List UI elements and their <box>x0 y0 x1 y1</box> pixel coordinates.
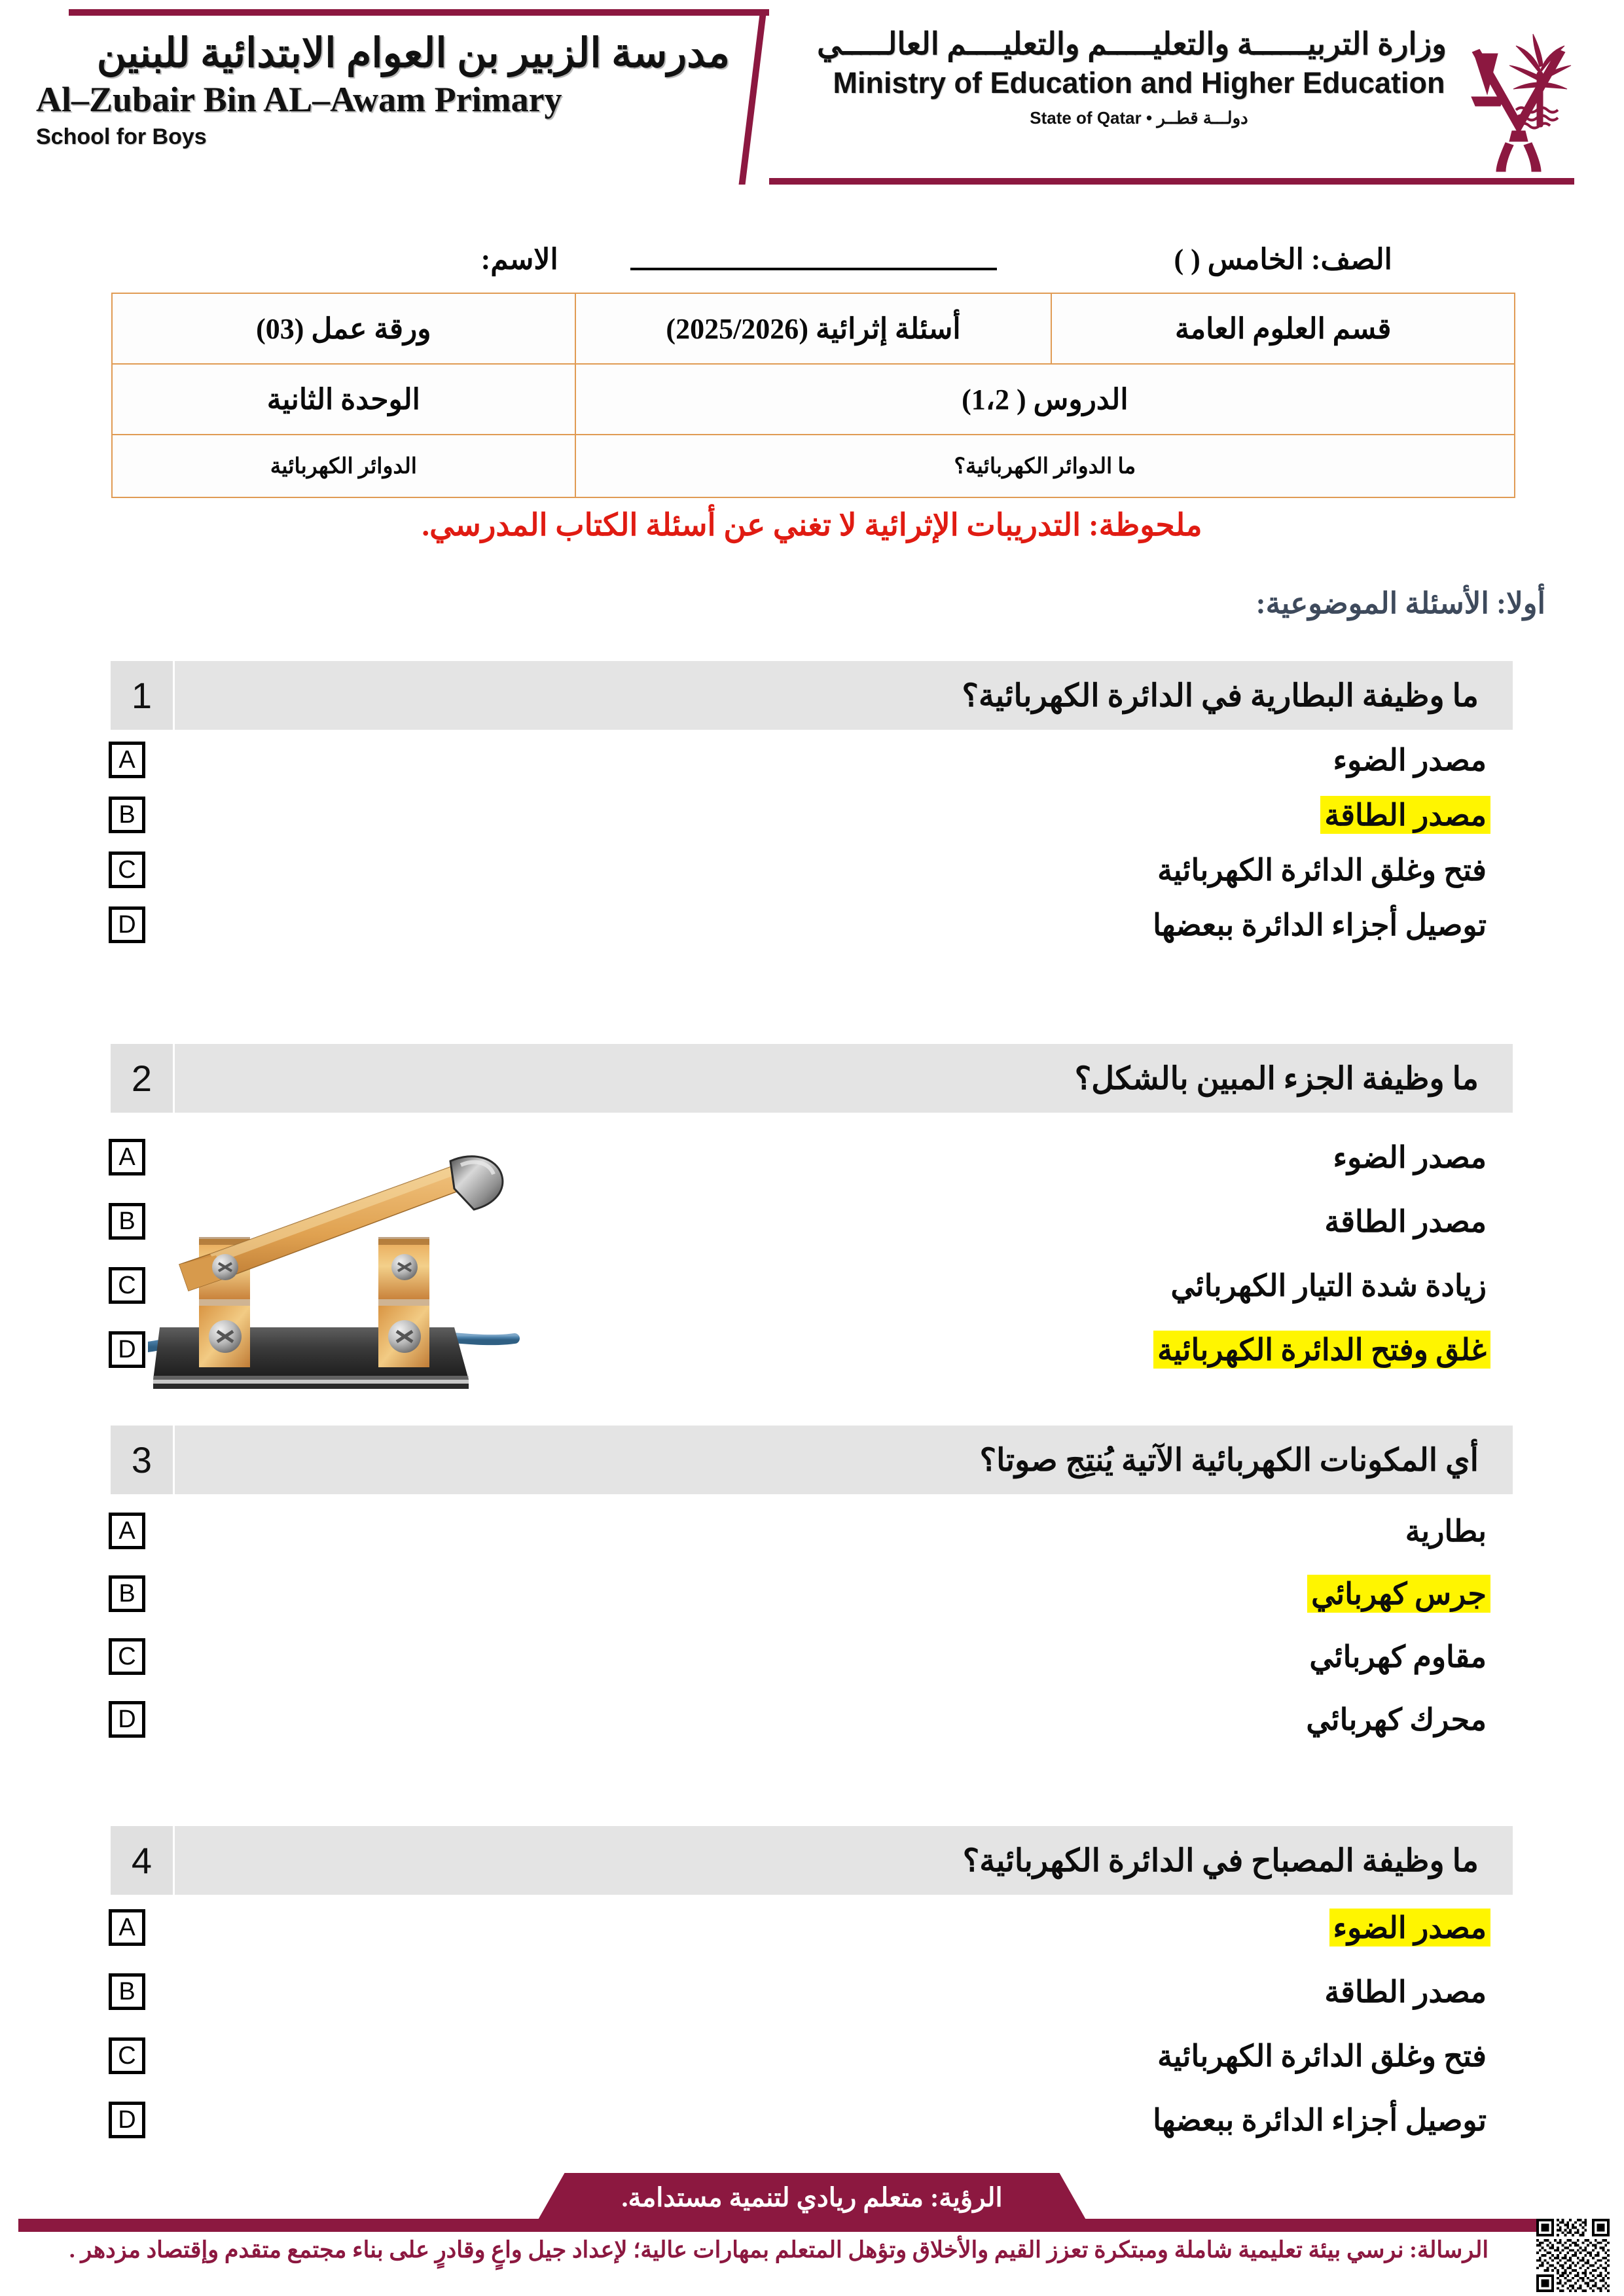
option-row[interactable] <box>109 1506 1513 1556</box>
mission-text: الرسالة: نرسي بيئة تعليمية شاملة ومبتكرة تعزز القيم والأخلاق وتؤهل المتعلم بمهارات عالية؛ لإعداد جيل واعٍ وقادرٍ على بناء مجتمع متقدم وإقتصاد مزدهر . <box>69 2237 1489 2263</box>
school-name-english-second-line: School for Boys <box>36 124 207 149</box>
question-number-3: 3 <box>109 1426 175 1494</box>
question-block-1 <box>109 661 1513 950</box>
question-block-3 <box>109 1426 1513 1744</box>
question-header-1 <box>109 661 1513 730</box>
option-letter-box[interactable]: B <box>109 1575 145 1612</box>
question-options-2 <box>109 1132 1513 1374</box>
question-text-4: ما وظيفة المصباح في الدائرة الكهربائية؟ <box>962 1843 1479 1878</box>
state-name-english: State of Qatar <box>1030 108 1142 128</box>
option-letter-box[interactable]: D <box>109 1701 145 1738</box>
question-number-2: 2 <box>109 1044 175 1113</box>
option-letter-box[interactable]: A <box>109 1513 145 1549</box>
option-row[interactable] <box>109 2095 1513 2145</box>
school-identity <box>36 31 730 150</box>
section-label-objective-questions: أولا: الأسئلة الموضوعية: <box>1255 587 1545 620</box>
header-top-rule <box>69 9 769 16</box>
ministry-state-line <box>831 108 1447 128</box>
option-row[interactable] <box>109 1569 1513 1619</box>
name-label-cell: الاسم: <box>112 226 575 293</box>
option-text: مقاوم كهربائي <box>1309 1640 1487 1674</box>
option-letter-box[interactable]: B <box>109 1203 145 1240</box>
page-header <box>0 0 1624 196</box>
option-text: مصدر الطاقة <box>158 796 1513 834</box>
option-row[interactable] <box>109 1967 1513 2017</box>
option-text: مصدر الطاقة <box>1324 1205 1487 1238</box>
name-write-line[interactable] <box>630 268 997 270</box>
option-row[interactable] <box>109 900 1513 950</box>
header-bottom-rule <box>769 178 1574 185</box>
option-row[interactable] <box>109 1632 1513 1681</box>
option-text: بطارية <box>1405 1515 1487 1548</box>
option-letter-box[interactable]: A <box>109 1139 145 1175</box>
question-text-1: ما وظيفة البطارية في الدائرة الكهربائية؟ <box>962 678 1479 713</box>
option-letter-box[interactable]: A <box>109 742 145 778</box>
option-letter-box[interactable]: C <box>109 2037 145 2074</box>
option-row[interactable] <box>109 1903 1513 1952</box>
ministry-name-arabic: وزارة التربيــــــة والتعليـــــم والتعليــــم العالـــــي <box>817 27 1447 62</box>
option-letter-box[interactable]: B <box>109 1973 145 2010</box>
state-separator: • <box>1146 108 1153 128</box>
option-row[interactable] <box>109 735 1513 785</box>
option-text: توصيل أجزاء الدائرة ببعضها <box>1153 908 1487 942</box>
topic-question-cell: ما الدوائر الكهربائية؟ <box>575 435 1515 497</box>
page-footer <box>0 2172 1624 2296</box>
option-text: فتح وغلق الدائرة الكهربائية <box>1157 853 1487 887</box>
option-row[interactable] <box>109 1695 1513 1744</box>
option-letter-box[interactable]: A <box>109 1909 145 1946</box>
worksheet-type-cell: أسئلة إثرائية (2025/2026) <box>575 293 1052 364</box>
footer-rule <box>18 2219 1540 2232</box>
option-text: فتح وغلق الدائرة الكهربائية <box>1157 2039 1487 2073</box>
vision-banner <box>537 2173 1087 2221</box>
question-block-2 <box>109 1044 1513 1374</box>
lever-handle-cap <box>450 1157 503 1210</box>
qr-code-icon[interactable] <box>1536 2219 1610 2292</box>
vision-text: الرؤية: متعلم ريادي لتنمية مستدامة. <box>621 2182 1003 2212</box>
qatar-emblem-icon <box>1460 26 1578 177</box>
ministry-identity <box>817 26 1447 128</box>
question-block-4 <box>109 1826 1513 2145</box>
option-text: جرس كهربائي <box>158 1575 1513 1613</box>
topic-cell: الدوائر الكهربائية <box>112 435 575 497</box>
department-cell: قسم العلوم العامة <box>1051 293 1515 364</box>
option-letter-box[interactable]: C <box>109 852 145 888</box>
option-text: غلق وفتح الدائرة الكهربائية <box>158 1331 1513 1369</box>
option-text: مصدر الضوء <box>1333 744 1487 777</box>
question-options-4 <box>109 1903 1513 2145</box>
worksheet-note: ملحوظة: التدريبات الإثرائية لا تغني عن أسئلة الكتاب المدرسي. <box>422 509 1202 543</box>
option-text: مصدر الطاقة <box>1324 1975 1487 2009</box>
worksheet-info-table <box>111 226 1515 498</box>
school-name-arabic: مدرسة الزبير بن العوام الابتدائية للبنين <box>96 31 730 76</box>
option-letter-box[interactable]: D <box>109 2102 145 2138</box>
question-number-1: 1 <box>109 661 175 730</box>
table-row-name <box>112 226 1515 293</box>
option-letter-box[interactable]: B <box>109 797 145 833</box>
question-header-4 <box>109 1826 1513 1895</box>
option-letter-box[interactable]: C <box>109 1267 145 1304</box>
table-row-worksheet <box>112 293 1515 364</box>
option-letter-box[interactable]: D <box>109 1331 145 1368</box>
state-name-arabic: دولـــة قطــر <box>1157 108 1248 128</box>
header-diagonal-divider <box>739 9 767 185</box>
question-options-3 <box>109 1506 1513 1744</box>
option-text: محرك كهربائي <box>1306 1703 1487 1736</box>
unit-cell: الوحدة الثانية <box>112 364 575 435</box>
question-text-2: ما وظيفة الجزء المبين بالشكل؟ <box>1074 1061 1479 1096</box>
question-text-3: أي المكونات الكهربائية الآتية يُنتِج صوتا؟ <box>979 1443 1479 1478</box>
school-name-english: Al–Zubair Bin AL–Awam Primary <box>36 80 562 120</box>
option-text: زيادة شدة التيار الكهربائي <box>1170 1269 1487 1302</box>
option-row[interactable] <box>109 2031 1513 2081</box>
option-row[interactable] <box>109 845 1513 895</box>
question-number-4: 4 <box>109 1826 175 1895</box>
question-header-3 <box>109 1426 1513 1494</box>
option-text: مصدر الضوء <box>1333 1141 1487 1174</box>
question-options-1 <box>109 735 1513 950</box>
option-text: توصيل أجزاء الدائرة ببعضها <box>1153 2104 1487 2137</box>
worksheet-number-cell: ورقة عمل (03) <box>112 293 575 364</box>
name-value-cell <box>575 226 1052 293</box>
option-letter-box[interactable]: D <box>109 906 145 943</box>
table-row-unit <box>112 364 1515 435</box>
grade-cell: الصف: الخامس ( ) <box>1051 226 1515 293</box>
ministry-name-english: Ministry of Education and Higher Education <box>833 66 1445 99</box>
lessons-cell: الدروس ( 1،2) <box>575 364 1515 435</box>
table-row-topic <box>112 435 1515 497</box>
option-letter-box[interactable]: C <box>109 1638 145 1675</box>
option-row[interactable] <box>109 790 1513 840</box>
option-text: مصدر الضوء <box>158 1909 1513 1946</box>
knife-switch-figure <box>148 1139 541 1394</box>
question-header-2 <box>109 1044 1513 1113</box>
